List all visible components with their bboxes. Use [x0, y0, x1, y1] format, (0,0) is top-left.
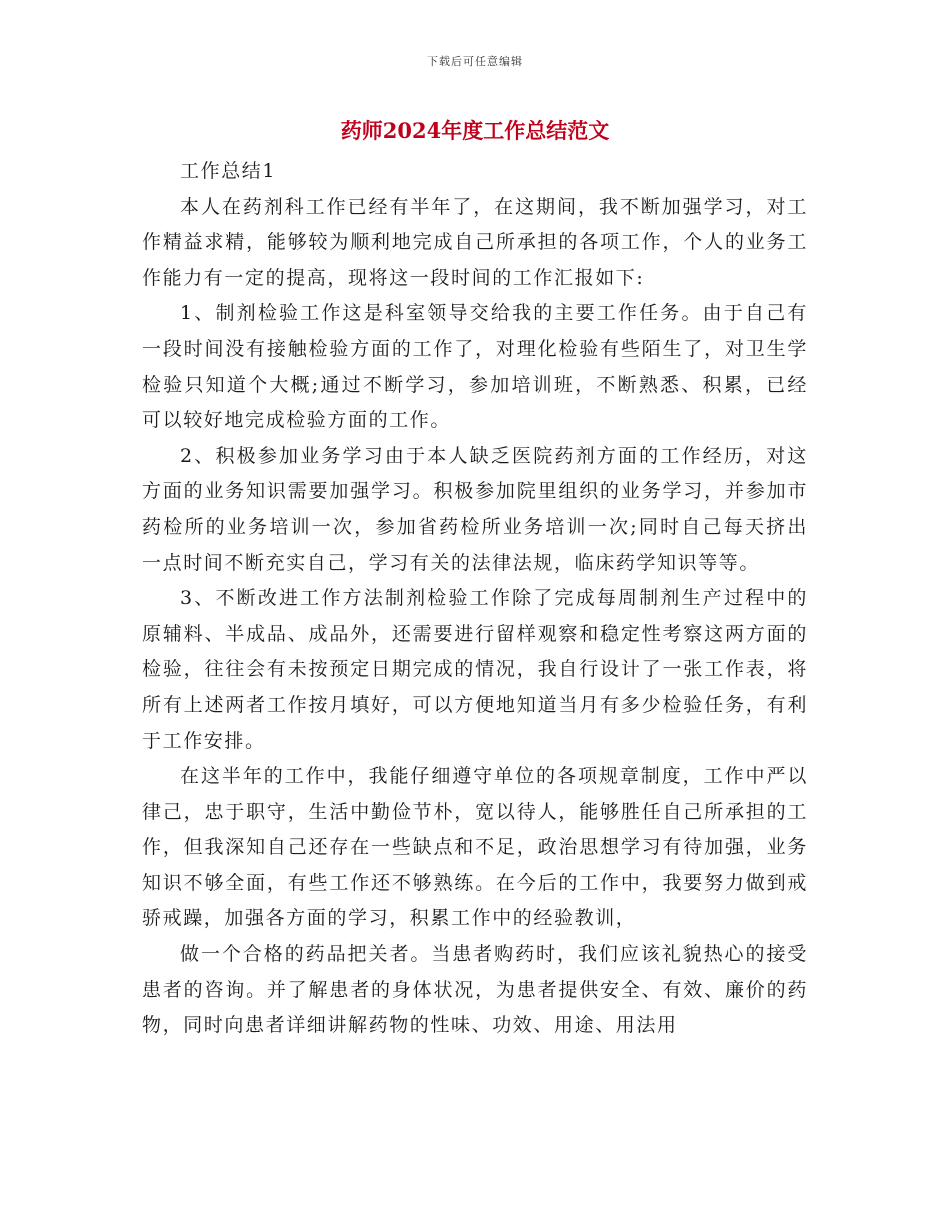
paragraph-item-2: 2、积极参加业务学习由于本人缺乏医院药剂方面的工作经历，对这方面的业务知识需要加强学习。积极参加院里组织的业务学习，并参加市药检所的业务培训一次，参加省药检所业务培训一次;同时自己每天挤出一点时间不断充实自己，学习有关的法律法规，临床药学知识等等。	[142, 444, 808, 574]
header-note: 下载后可任意编辑	[427, 55, 523, 68]
paragraph-summary: 在这半年的工作中，我能仔细遵守单位的各项规章制度，工作中严以律己，忠于职守，生活中勤俭节朴，宽以待人，能够胜任自己所承担的工作，但我深知自己还存在一些缺点和不足，政治思想学习有待加强，业务知识不够全面，有些工作还不够熟练。在今后的工作中，我要努力做到戒骄戒躁，加强各方面的学习，积累工作中的经验教训，	[142, 765, 808, 930]
paragraph-intro: 本人在药剂科工作已经有半年了，在这期间，我不断加强学习，对工作精益求精，能够较为顺利地完成自己所承担的各项工作，个人的业务工作能力有一定的提高，现将这一段时间的工作汇报如下:	[142, 195, 808, 289]
document-title: 药师2024年度工作总结范文	[340, 118, 610, 143]
paragraph-item-3: 3、不断改进工作方法制剂检验工作除了完成每周制剂生产过程中的原辅料、半成品、成品外，还需要进行留样观察和稳定性考察这两方面的检验，往往会有未按预定日期完成的情况，我自行设计了一张工作表，将所有上述两者工作按月填好，可以方便地知道当月有多少检验任务，有利于工作安排。	[142, 587, 808, 752]
paragraph-item-1: 1、制剂检验工作这是科室领导交给我的主要工作任务。由于自己有一段时间没有接触检验方面的工作了，对理化检验有些陌生了，对卫生学检验只知道个大概;通过不断学习，参加培训班，不断熟悉、积累，已经可以较好地完成检验方面的工作。	[142, 302, 808, 432]
paragraph-continuation: 做一个合格的药品把关者。当患者购药时，我们应该礼貌热心的接受患者的咨询。并了解患者的身体状况，为患者提供安全、有效、廉价的药物，同时向患者详细讲解药物的性味、功效、用途、用法用	[142, 943, 808, 1037]
section-heading: 工作总结1	[180, 160, 277, 182]
document-body	[142, 154, 808, 1044]
